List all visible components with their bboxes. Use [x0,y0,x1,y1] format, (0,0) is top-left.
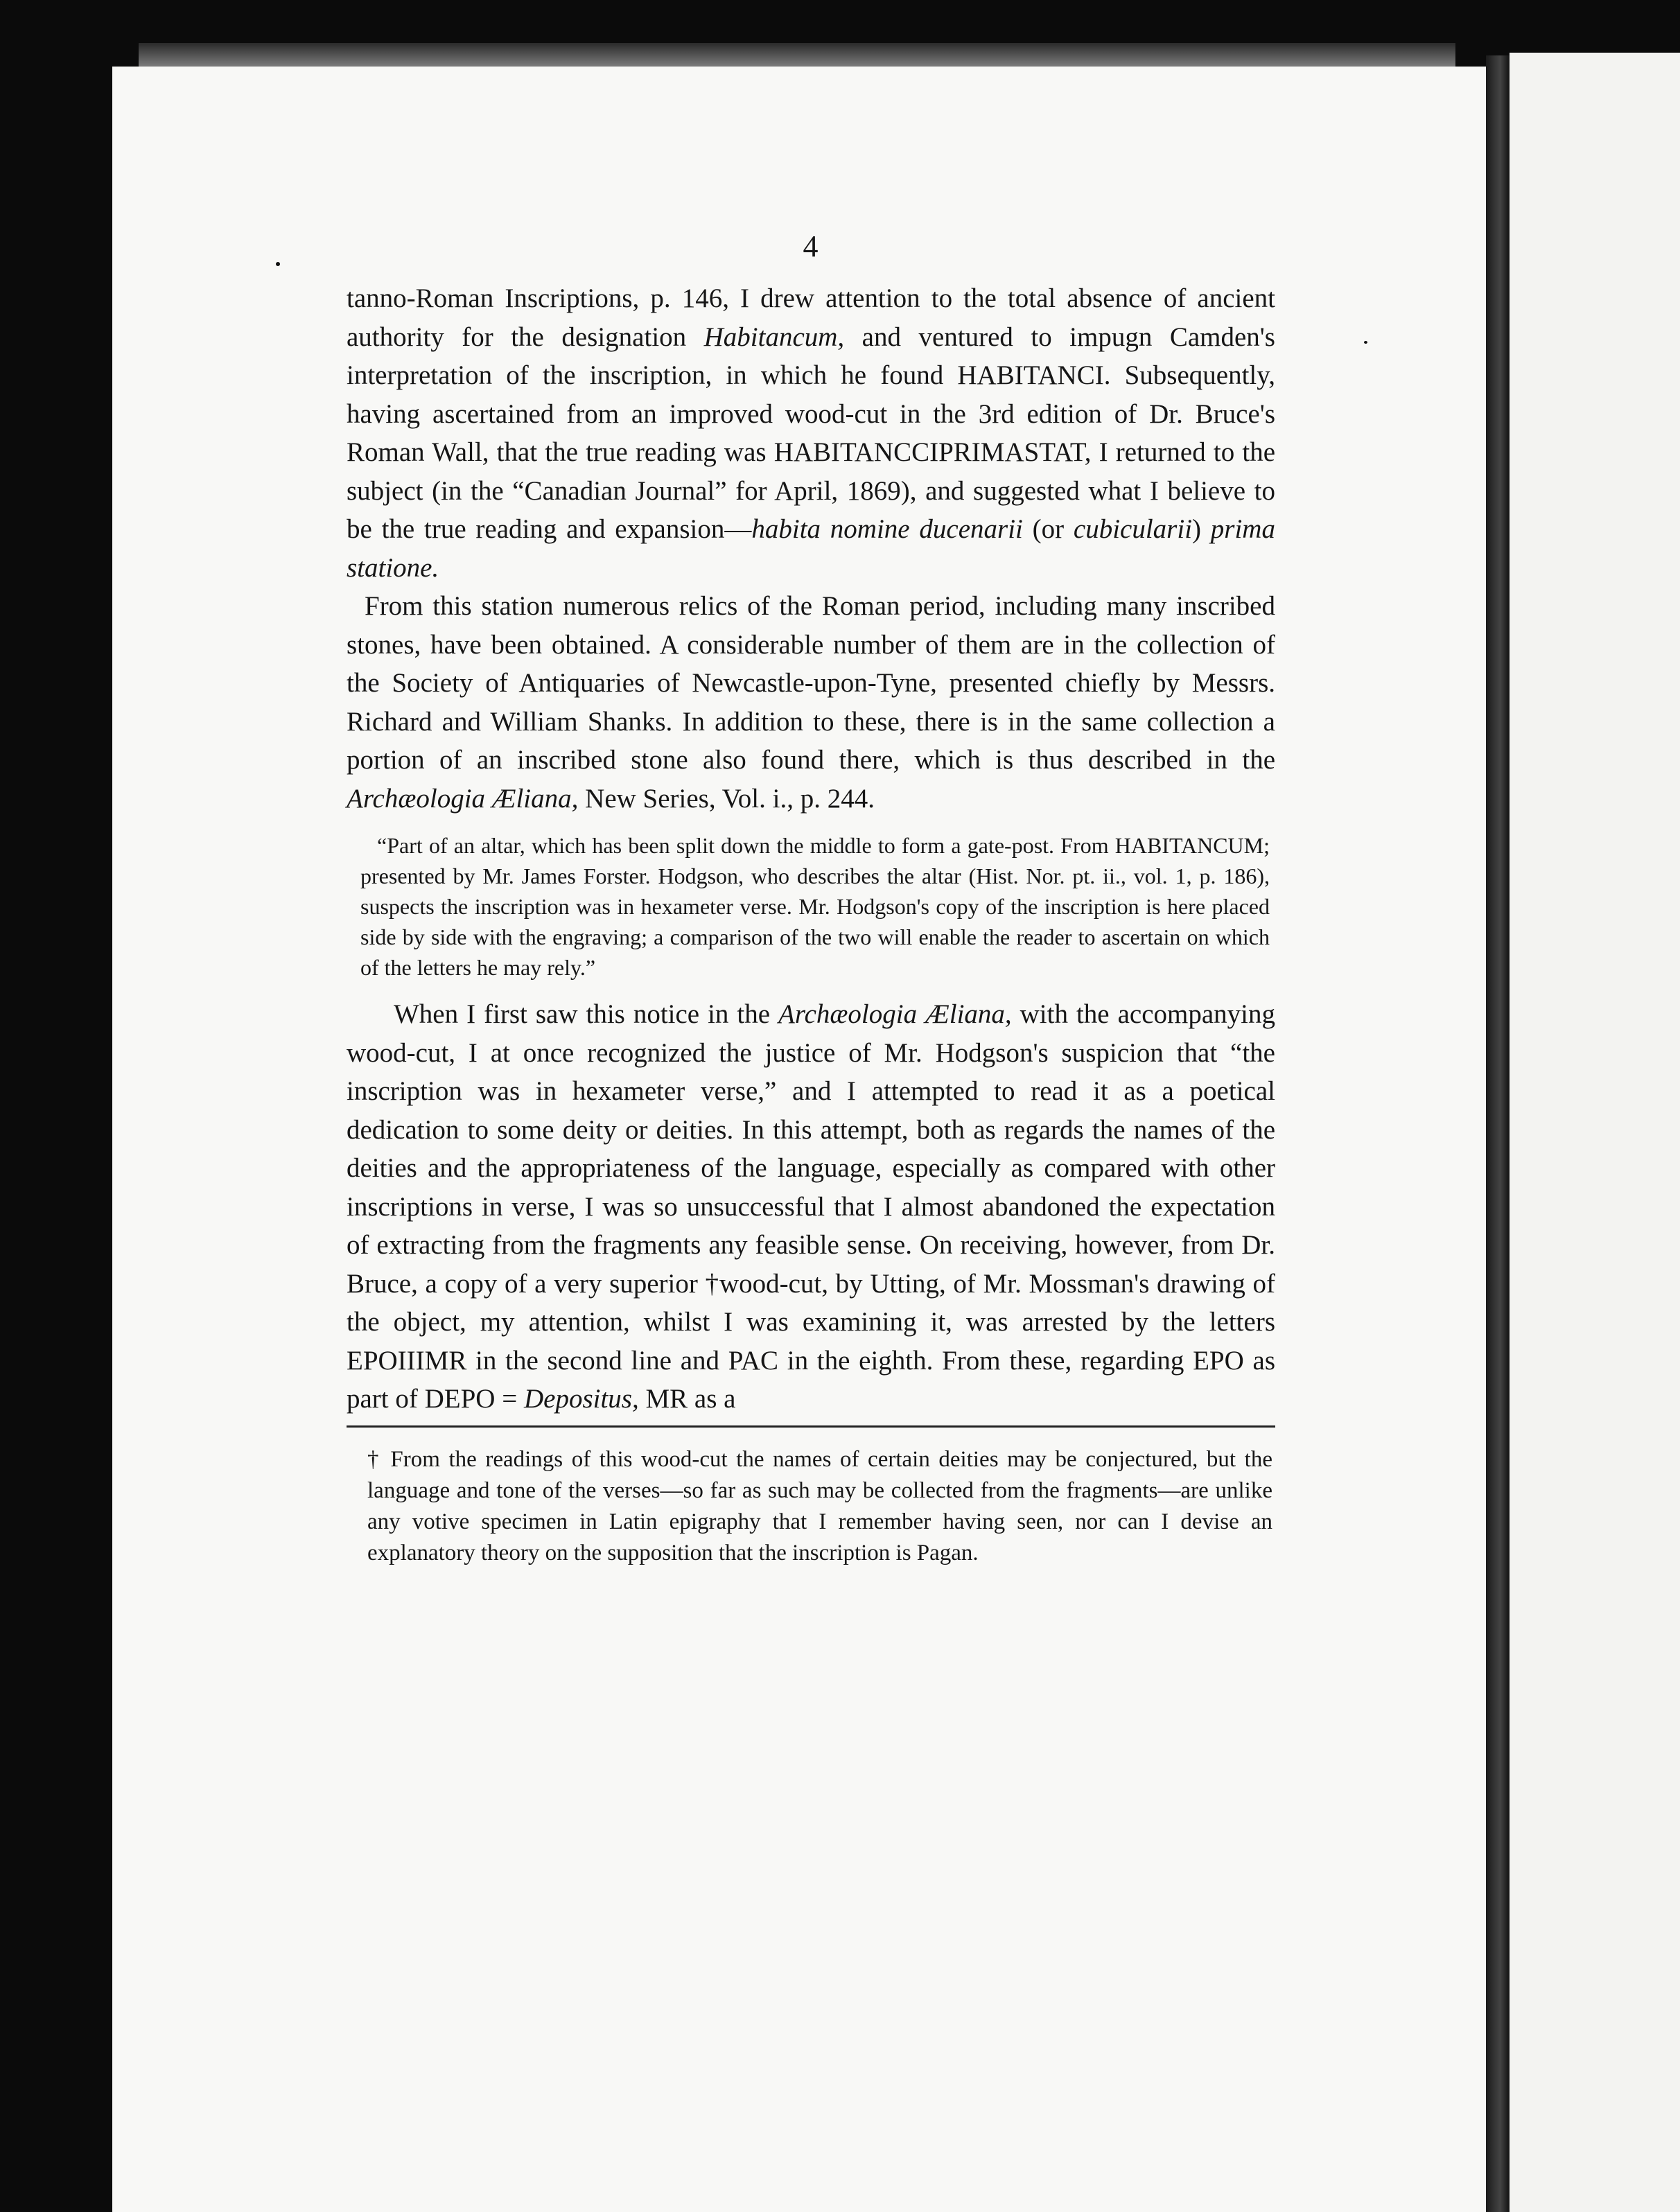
block-quote: “Part of an altar, which has been split down the middle to form a gate-post. From HABITANCUM; presented by Mr. James Forster. Hodgson, who describes the altar (Hist. Nor. pt. ii., vol. 1, p. 186), suspects the inscription was in hexameter verse. Mr. Hodgson's copy of the inscription is here placed side by side with the engraving; a comparison of the two will enable the reader to ascertain on which of the letters he may rely.” [360,833,1270,980]
text-run: ) [1192,514,1211,544]
footnote: † From the readings of this wood-cut the names of certain deities may be conjectured, but the language and tone of the verses—so far as such may be collected from the fragments—are unlike any votive specimen in Latin epigraphy that I remember having seen, nor can I devise an explanatory theory on the supposition that the inscription is Pagan. [367,1446,1272,1565]
page-number: 4 [803,229,819,263]
text-run: tanno-Roman Inscriptions, p. 146, I drew attention to the total absence of ancient authority for the designation [347,283,1275,352]
paragraph-hexameter [347,995,1275,1419]
adjacent-page-edge [1510,53,1680,2212]
footnote-divider [347,1425,1275,1428]
text-run: MR as a [638,1384,736,1414]
italic-run: Archæologia Æliana, [778,999,1012,1029]
italic-run: prima statione. [347,514,1275,583]
italic-run: Depositus, [523,1384,639,1414]
text-run: New Series, Vol. i., p. 244. [578,783,875,814]
text-run: and ventured to impugn Camden's interpretation of the inscription, in which he found HABITANCI. Subsequently, having ascertained from an improved wood-cut in the 3rd edition of Dr. Bruce's Roman Wall, that the true reading was HABITANCCIPRIMASTAT, I returned to the subject (in the “Canadian Journal” for April, 1869), and suggested what I believe to be the true reading and expansion— [347,322,1275,544]
italic-run: cubicularii [1073,514,1193,544]
page-content [347,208,1275,1569]
text-run: with the accompanying wood-cut, I at once recognized the justice of Mr. Hodgson's suspicion that “the inscription was in hexameter verse,” and I attempted to read it as a poetical dedication to some deity or deities. In this attempt, both as regards the names of the deities and the appropriateness of the language, especially as compared with other inscriptions in verse, I was so unsuccessful that I almost abandoned the expectation of extracting from the fragments any feasible sense. On receiving, however, from Dr. Bruce, a copy of a very superior †wood-cut, by Utting, of Mr. Mossman's drawing of the object, my attention, whilst I was examining it, was arrested by the letters EPOIIIMR in the second line and PAC in the eighth. From these, regarding EPO as part of DEPO = [347,999,1275,1414]
scan-speck [276,262,280,266]
paragraph-station-relics [347,587,1275,818]
italic-run: Habitancum, [703,322,845,352]
scan-speck [1364,341,1367,344]
book-gutter [1486,55,1510,2212]
text-run: (or [1022,514,1074,544]
italic-run: Archæologia Æliana, [347,783,579,814]
paragraph-continuation [347,279,1275,587]
text-run: From this station numerous relics of the Roman period, including many inscribed stones, have been obtained. A considerable number of them are in the collection of the Society of Antiquaries of Newcastle-upon-Tyne, presented chiefly by Messrs. Richard and William Shanks. In addition to these, there is in the same collection a portion of an inscribed stone also found there, which is thus described in the [347,591,1275,775]
italic-run: habita nomine ducenarii [751,514,1023,544]
text-run: When I first saw this notice in the [394,999,779,1029]
